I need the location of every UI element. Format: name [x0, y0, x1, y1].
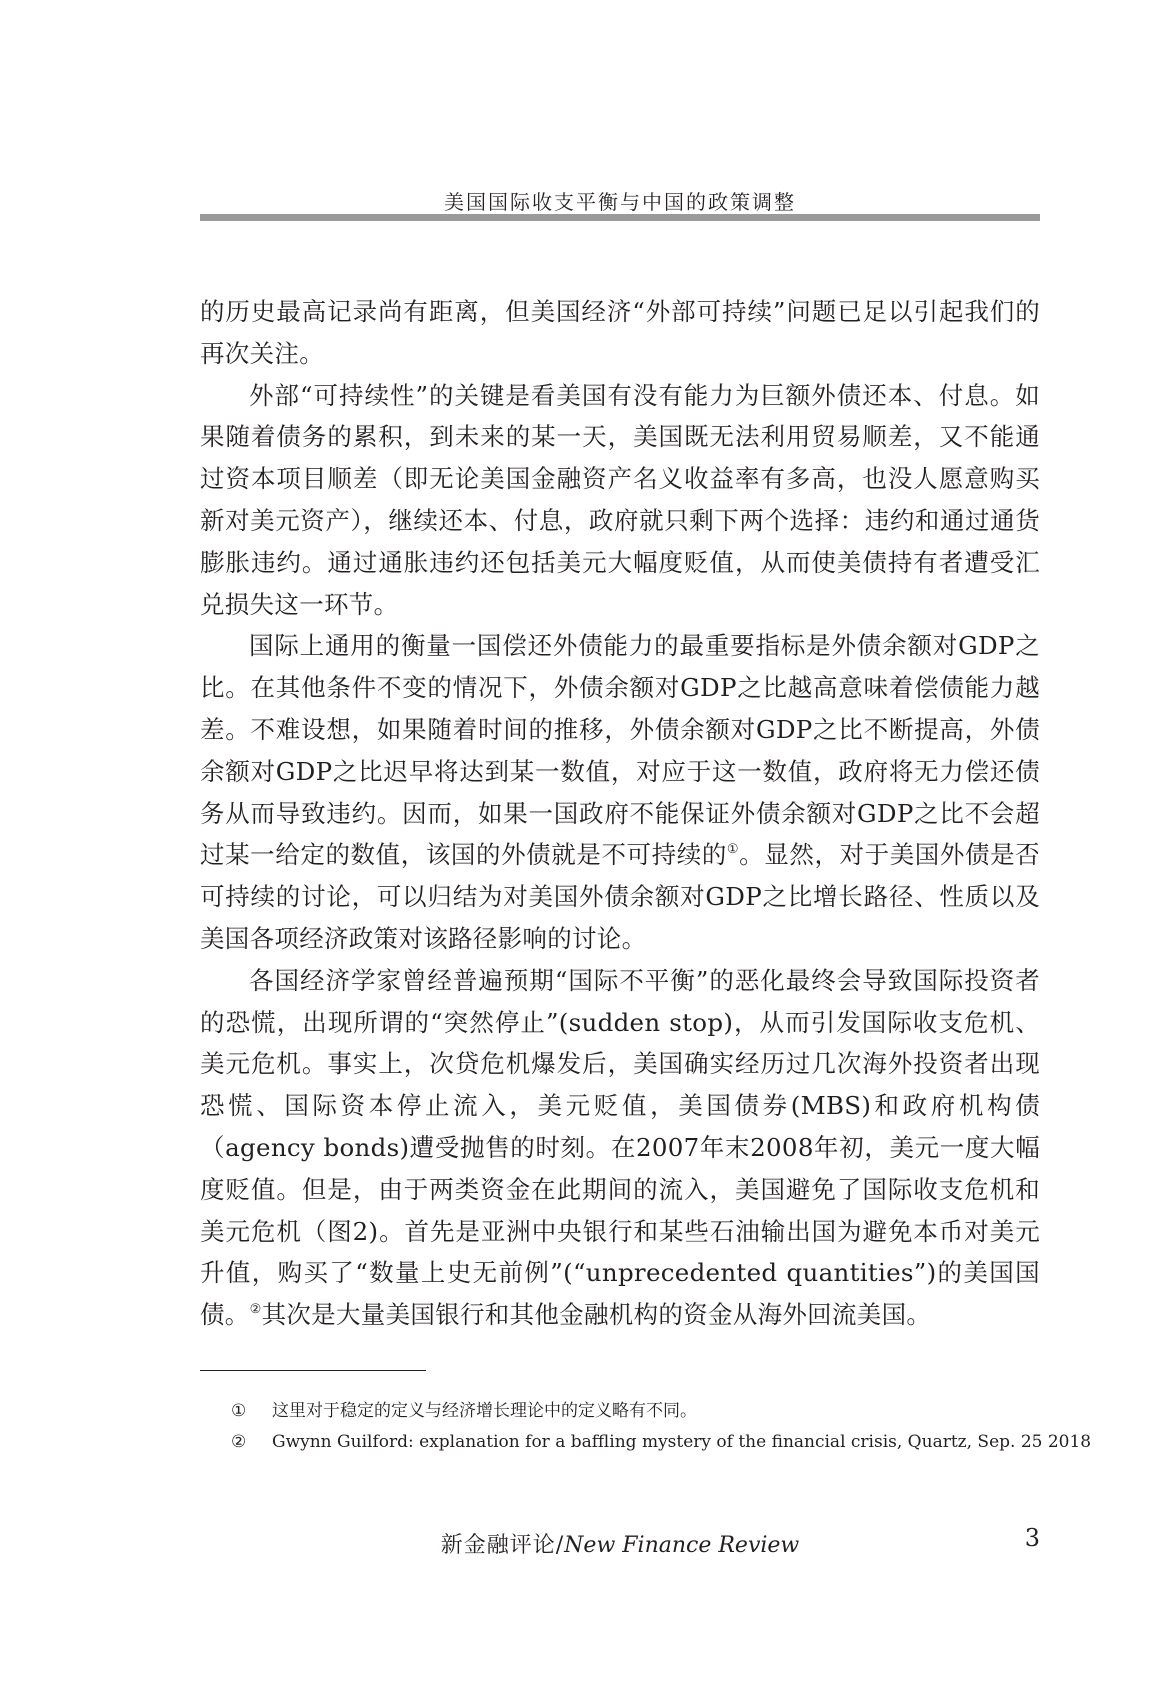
article-body	[200, 291, 1040, 1336]
footer-journal-title	[200, 1528, 1040, 1559]
footnote-2-mark: ②	[231, 1432, 247, 1452]
footnote-rule	[200, 1370, 426, 1371]
paragraph-1-text: 的历史最高记录尚有距离，但美国经济“外部可持续”问题已足以引起我们的再次关注。	[200, 297, 1040, 368]
journal-name-en: New Finance Review	[564, 1533, 800, 1558]
footnote-1-mark: ①	[231, 1401, 247, 1421]
journal-name-separator: /	[555, 1533, 565, 1558]
page-number: 3	[1024, 1524, 1040, 1552]
header-rule	[200, 214, 1040, 221]
footnote-2	[231, 1427, 1092, 1458]
footnote-2-text: Gwynn Guilford: explanation for a baffling mystery of the financial crisis, Quartz, Sep. 25 2018	[272, 1432, 1092, 1452]
footnote-1	[231, 1396, 1041, 1427]
paragraph-4-text-b: 其次是大量美国银行和其他金融机构的资金从海外回流美国。	[261, 1300, 932, 1330]
paragraph-3	[200, 625, 1040, 959]
paragraph-4-text-a: 各国经济学家曾经普遍预期“国际不平衡”的恶化最终会导致国际投资者的恐慌，出现所谓的“突然停止”(sudden stop)，从而引发国际收支危机、美元危机。事实上，次贷危机爆发后，美国确实经历过几次海外投资者出现恐慌、国际资本停止流入，美元贬值，美国债券(MBS)和政府机构债（agency bonds)遭受抛售的时刻。在2007年末2008年初，美元一度大幅度贬值。但是，由于两类资金在此期间的流入，美国避免了国际收支危机和美元危机（图2)。首先是亚洲中央银行和某些石油输出国为避免本币对美元升值，购买了“数量上史无前例”(“unprecedented quantities”)的美国国债。	[200, 965, 1040, 1330]
paragraph-2-text: 外部“可持续性”的关键是看美国有没有能力为巨额外债还本、付息。如果随着债务的累积，到未来的某一天，美国既无法利用贸易顺差，又不能通过资本项目顺差（即无论美国金融资产名义收益率有多高，也没人愿意购买新对美元资产），继续还本、付息，政府就只剩下两个选择：违约和通过通货膨胀违约。通过通胀违约还包括美元大幅度贬值，从而使美债持有者遭受汇兑损失这一环节。	[200, 380, 1040, 619]
running-head-title: 美国国际收支平衡与中国的政策调整	[444, 190, 796, 214]
paragraph-2	[200, 375, 1040, 626]
footnote-1-text: 这里对于稳定的定义与经济增长理论中的定义略有不同。	[272, 1401, 697, 1421]
footnote-ref-2[interactable]: ②	[249, 1302, 262, 1318]
footnotes	[231, 1396, 1092, 1458]
paragraph-1	[200, 291, 1040, 375]
journal-name-cn: 新金融评论	[440, 1533, 556, 1558]
paragraph-4	[200, 960, 1040, 1336]
paragraph-3-text-b: 。显然，对于美国外债是否可持续的讨论，可以归结为对美国外债余额对GDP之比增长路径、性质以及美国各项经济政策对该路径影响的讨论。	[200, 840, 1040, 953]
footnote-ref-1[interactable]: ①	[726, 842, 740, 858]
paragraph-3-text-a: 国际上通用的衡量一国偿还外债能力的最重要指标是外债余额对GDP之比。在其他条件不变的情况下，外债余额对GDP之比越高意味着偿债能力越差。不难设想，如果随着时间的推移，外债余额对GDP之比不断提高，外债余额对GDP之比迟早将达到某一数值，对应于这一数值，政府将无力偿还债务从而导致违约。因而，如果一国政府不能保证外债余额对GDP之比不会超过某一给定的数值，该国的外债就是不可持续的	[200, 631, 1040, 870]
